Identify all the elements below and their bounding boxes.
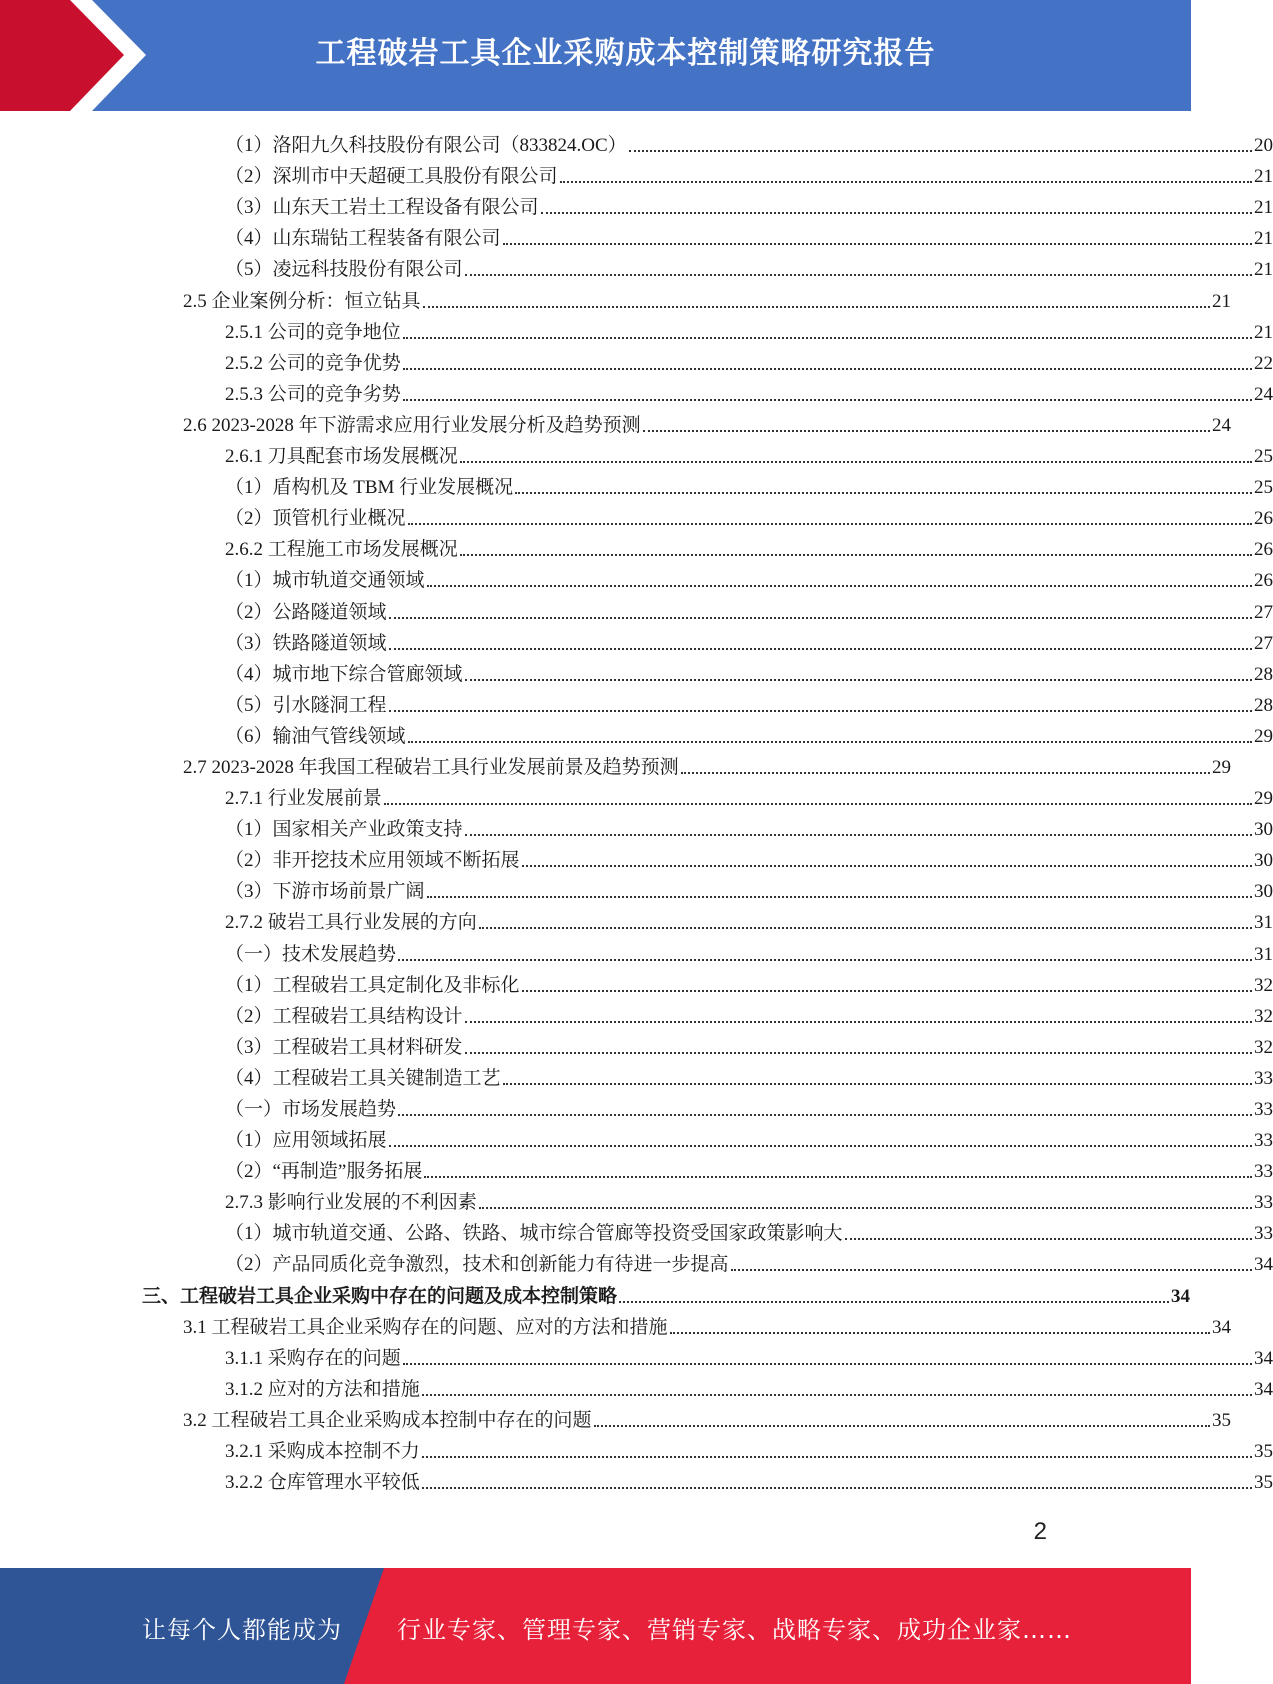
toc-entry[interactable] bbox=[0, 935, 1273, 966]
toc-leader-dots bbox=[681, 772, 1210, 774]
toc-leader-dots bbox=[460, 461, 1252, 463]
toc-leader-dots bbox=[465, 834, 1252, 836]
toc-entry-page: 21 bbox=[1254, 259, 1273, 281]
toc-entry-page: 29 bbox=[1254, 725, 1273, 747]
toc-entry-label: （2）深圳市中天超硬工具股份有限公司 bbox=[225, 166, 558, 188]
toc-entry-page: 32 bbox=[1254, 1005, 1273, 1027]
toc-entry[interactable] bbox=[0, 562, 1273, 593]
toc-entry-page: 35 bbox=[1212, 1409, 1231, 1431]
toc-entry[interactable] bbox=[0, 842, 1273, 873]
toc-leader-dots bbox=[479, 1207, 1252, 1209]
toc-entry-page: 33 bbox=[1254, 1223, 1273, 1245]
toc-entry-page: 32 bbox=[1254, 1036, 1273, 1058]
toc-entry-label: （一）技术发展趋势 bbox=[225, 943, 397, 965]
page-header bbox=[0, 0, 1191, 111]
toc-entry-label: （2）非开挖技术应用领域不断拓展 bbox=[225, 850, 520, 872]
toc-entry[interactable] bbox=[0, 1215, 1273, 1246]
toc-entry[interactable] bbox=[0, 656, 1273, 687]
toc-entry-label: （3）工程破岩工具材料研发 bbox=[225, 1036, 463, 1058]
toc-entry-label: （2）工程破岩工具结构设计 bbox=[225, 1005, 463, 1027]
toc-entry-page: 29 bbox=[1254, 788, 1273, 810]
toc-entry[interactable] bbox=[0, 625, 1273, 656]
toc-entry[interactable] bbox=[0, 904, 1273, 935]
toc-entry-page: 35 bbox=[1254, 1472, 1273, 1494]
toc-entry-page: 27 bbox=[1254, 632, 1273, 654]
toc-entry[interactable] bbox=[0, 1246, 1273, 1277]
toc-leader-dots bbox=[422, 1456, 1252, 1458]
toc-entry-page: 29 bbox=[1212, 756, 1231, 778]
toc-leader-dots bbox=[465, 274, 1252, 276]
toc-entry-label: （1）应用领域拓展 bbox=[225, 1130, 387, 1152]
toc-entry-label: 3.2.2 仓库管理水平较低 bbox=[225, 1472, 420, 1494]
toc-entry-label: （1）国家相关产业政策支持 bbox=[225, 819, 463, 841]
toc-entry-page: 31 bbox=[1254, 912, 1273, 934]
toc-entry-page: 24 bbox=[1212, 414, 1231, 436]
toc-entry[interactable] bbox=[0, 1371, 1273, 1402]
toc-entry-label: （1）洛阳九久科技股份有限公司（833824.OC） bbox=[225, 135, 627, 157]
toc-entry-label: 3.1.2 应对的方法和措施 bbox=[225, 1378, 420, 1400]
toc-entry[interactable] bbox=[0, 687, 1273, 718]
toc-entry[interactable] bbox=[0, 531, 1273, 562]
toc-entry[interactable] bbox=[0, 500, 1273, 531]
toc-entry-page: 26 bbox=[1254, 508, 1273, 530]
toc-entry-page: 33 bbox=[1254, 1192, 1273, 1214]
toc-entry-label: 2.5.3 公司的竞争劣势 bbox=[225, 383, 401, 405]
toc-leader-dots bbox=[398, 959, 1252, 961]
toc-entry-label: 3.1.1 采购存在的问题 bbox=[225, 1347, 401, 1369]
toc-entry[interactable] bbox=[0, 1309, 1231, 1340]
toc-entry-label: 2.6.1 刀具配套市场发展概况 bbox=[225, 446, 458, 468]
toc-entry[interactable] bbox=[0, 1153, 1273, 1184]
table-of-contents bbox=[0, 127, 1273, 1495]
toc-entry[interactable] bbox=[0, 593, 1273, 624]
toc-entry-page: 30 bbox=[1254, 881, 1273, 903]
toc-leader-dots bbox=[629, 150, 1252, 152]
toc-entry[interactable] bbox=[0, 251, 1273, 282]
toc-entry-page: 21 bbox=[1254, 321, 1273, 343]
toc-entry[interactable] bbox=[0, 967, 1273, 998]
toc-entry[interactable] bbox=[0, 1340, 1273, 1371]
toc-entry[interactable] bbox=[0, 1464, 1273, 1495]
toc-entry-label: （5）引水隧洞工程 bbox=[225, 694, 387, 716]
toc-entry[interactable] bbox=[0, 998, 1273, 1029]
toc-entry-label: （2）产品同质化竞争激烈，技术和创新能力有待进一步提高 bbox=[225, 1254, 729, 1276]
toc-entry-page: 28 bbox=[1254, 694, 1273, 716]
toc-entry-page: 21 bbox=[1212, 290, 1231, 312]
toc-leader-dots bbox=[479, 927, 1252, 929]
toc-entry[interactable] bbox=[0, 469, 1273, 500]
toc-entry[interactable] bbox=[0, 1433, 1273, 1464]
toc-entry-page: 20 bbox=[1254, 135, 1273, 157]
toc-leader-dots bbox=[422, 1394, 1252, 1396]
toc-entry-page: 34 bbox=[1212, 1316, 1231, 1338]
toc-entry[interactable] bbox=[0, 1277, 1190, 1308]
toc-leader-dots bbox=[403, 337, 1252, 339]
toc-entry-label: （1）盾构机及 TBM 行业发展概况 bbox=[225, 477, 514, 499]
toc-entry[interactable] bbox=[0, 1029, 1273, 1060]
toc-entry-label: 三、工程破岩工具企业采购中存在的问题及成本控制策略 bbox=[142, 1285, 618, 1307]
page-footer bbox=[0, 1568, 1191, 1684]
toc-entry-page: 27 bbox=[1254, 601, 1273, 623]
toc-entry[interactable] bbox=[0, 407, 1231, 438]
toc-entry[interactable] bbox=[0, 376, 1273, 407]
toc-entry[interactable] bbox=[0, 1122, 1273, 1153]
toc-entry-label: （一）市场发展趋势 bbox=[225, 1099, 397, 1120]
toc-entry[interactable] bbox=[0, 1060, 1273, 1091]
toc-entry-label: （1）城市轨道交通、公路、铁路、城市综合管廊等投资受国家政策影响大 bbox=[225, 1223, 843, 1245]
toc-entry-label: （4）工程破岩工具关键制造工艺 bbox=[225, 1067, 501, 1089]
toc-leader-dots bbox=[541, 212, 1252, 214]
toc-entry-label: （4）山东瑞钻工程装备有限公司 bbox=[225, 228, 501, 250]
toc-entry-page: 30 bbox=[1254, 850, 1273, 872]
toc-entry-label: 3.1 工程破岩工具企业采购存在的问题、应对的方法和措施 bbox=[183, 1316, 668, 1338]
toc-entry-page: 21 bbox=[1254, 228, 1273, 250]
toc-leader-dots bbox=[389, 648, 1252, 650]
toc-entry-page: 30 bbox=[1254, 819, 1273, 841]
toc-entry-page: 25 bbox=[1254, 446, 1273, 468]
toc-entry[interactable] bbox=[0, 873, 1273, 904]
toc-entry-label: 2.7.1 行业发展前景 bbox=[225, 788, 382, 810]
toc-entry[interactable] bbox=[0, 780, 1273, 811]
toc-leader-dots bbox=[384, 803, 1252, 805]
toc-entry[interactable] bbox=[0, 749, 1231, 780]
toc-leader-dots bbox=[398, 1114, 1252, 1116]
toc-leader-dots bbox=[503, 1083, 1252, 1085]
toc-entry-page: 22 bbox=[1254, 352, 1273, 374]
toc-entry-label: 2.7.2 破岩工具行业发展的方向 bbox=[225, 912, 477, 934]
toc-entry-label: （3）铁路隧道领域 bbox=[225, 632, 387, 654]
toc-entry-label: （6）输油气管线领域 bbox=[225, 725, 406, 747]
toc-leader-dots bbox=[670, 1332, 1210, 1334]
toc-entry-page: 26 bbox=[1254, 570, 1273, 592]
toc-entry[interactable] bbox=[0, 1184, 1273, 1215]
toc-entry-label: 3.2.1 采购成本控制不力 bbox=[225, 1441, 420, 1463]
toc-entry[interactable] bbox=[0, 718, 1273, 749]
toc-leader-dots bbox=[503, 243, 1252, 245]
toc-leader-dots bbox=[515, 492, 1252, 494]
toc-entry-page: 33 bbox=[1254, 1161, 1273, 1183]
toc-entry-page: 31 bbox=[1254, 943, 1273, 965]
toc-leader-dots bbox=[424, 1176, 1252, 1178]
toc-leader-dots bbox=[423, 306, 1210, 308]
toc-leader-dots bbox=[619, 1301, 1169, 1303]
toc-entry-page: 34 bbox=[1254, 1254, 1273, 1276]
toc-leader-dots bbox=[465, 1052, 1252, 1054]
toc-entry[interactable] bbox=[0, 158, 1273, 189]
toc-entry-label: （1）工程破岩工具定制化及非标化 bbox=[225, 974, 520, 996]
toc-entry-page: 25 bbox=[1254, 477, 1273, 499]
toc-leader-dots bbox=[845, 1238, 1252, 1240]
toc-leader-dots bbox=[403, 399, 1252, 401]
toc-leader-dots bbox=[403, 368, 1252, 370]
toc-leader-dots bbox=[731, 1269, 1252, 1271]
toc-entry-page: 33 bbox=[1254, 1130, 1273, 1152]
toc-entry-label: 2.7.3 影响行业发展的不利因素 bbox=[225, 1192, 477, 1214]
toc-entry-page: 34 bbox=[1254, 1378, 1273, 1400]
toc-entry-page: 35 bbox=[1254, 1441, 1273, 1463]
footer-slogan-right: 行业专家、管理专家、营销专家、战略专家、成功企业家…… bbox=[397, 1616, 1072, 1644]
toc-entry-page: 21 bbox=[1254, 166, 1273, 188]
toc-entry-page: 26 bbox=[1254, 539, 1273, 561]
toc-leader-dots bbox=[408, 523, 1252, 525]
toc-entry-page: 28 bbox=[1254, 663, 1273, 685]
toc-entry-label: （1）城市轨道交通领域 bbox=[225, 570, 425, 592]
toc-entry-page: 33 bbox=[1254, 1067, 1273, 1089]
toc-leader-dots bbox=[643, 430, 1210, 432]
toc-leader-dots bbox=[389, 710, 1252, 712]
toc-entry-label: 2.6.2 工程施工市场发展概况 bbox=[225, 539, 458, 561]
toc-entry[interactable] bbox=[0, 220, 1273, 251]
toc-leader-dots bbox=[389, 1145, 1252, 1147]
toc-leader-dots bbox=[408, 741, 1252, 743]
toc-entry[interactable] bbox=[0, 811, 1273, 842]
toc-entry-label: （5）凌远科技股份有限公司 bbox=[225, 259, 463, 281]
toc-leader-dots bbox=[522, 865, 1252, 867]
toc-entry[interactable] bbox=[0, 314, 1273, 345]
toc-entry-label: 2.6 2023-2028 年下游需求应用行业发展分析及趋势预测 bbox=[183, 414, 641, 436]
toc-entry-page: 21 bbox=[1254, 197, 1273, 219]
toc-entry-label: 2.5.1 公司的竞争地位 bbox=[225, 321, 401, 343]
toc-entry-label: （2）顶管机行业概况 bbox=[225, 508, 406, 530]
toc-leader-dots bbox=[465, 679, 1252, 681]
toc-leader-dots bbox=[460, 554, 1252, 556]
toc-entry-page: 33 bbox=[1254, 1099, 1273, 1120]
page-number: 2 bbox=[1033, 1518, 1047, 1545]
toc-entry-label: （2）公路隧道领域 bbox=[225, 601, 387, 623]
toc-leader-dots bbox=[403, 1363, 1252, 1365]
toc-entry-label: 3.2 工程破岩工具企业采购成本控制中存在的问题 bbox=[183, 1409, 592, 1431]
toc-entry[interactable] bbox=[0, 282, 1231, 313]
toc-entry[interactable] bbox=[0, 189, 1273, 220]
toc-entry-label: （4）城市地下综合管廊领域 bbox=[225, 663, 463, 685]
toc-leader-dots bbox=[422, 1487, 1252, 1489]
toc-entry-label: 2.7 2023-2028 年我国工程破岩工具行业发展前景及趋势预测 bbox=[183, 756, 679, 778]
toc-entry-label: （3）下游市场前景广阔 bbox=[225, 881, 425, 903]
toc-leader-dots bbox=[389, 617, 1252, 619]
toc-leader-dots bbox=[594, 1425, 1210, 1427]
toc-entry-label: （2）“再制造”服务拓展 bbox=[225, 1161, 423, 1183]
toc-entry-label: 2.5 企业案例分析：恒立钻具 bbox=[183, 290, 421, 312]
toc-entry-page: 32 bbox=[1254, 974, 1273, 996]
toc-leader-dots bbox=[465, 1021, 1252, 1023]
toc-entry-label: 2.5.2 公司的竞争优势 bbox=[225, 352, 401, 374]
toc-entry[interactable] bbox=[0, 438, 1273, 469]
report-title: 工程破岩工具企业采购成本控制策略研究报告 bbox=[315, 36, 936, 71]
toc-leader-dots bbox=[560, 181, 1252, 183]
toc-leader-dots bbox=[427, 585, 1252, 587]
toc-entry-page: 34 bbox=[1254, 1347, 1273, 1369]
toc-entry[interactable] bbox=[0, 1091, 1273, 1122]
toc-entry-label: （3）山东天工岩土工程设备有限公司 bbox=[225, 197, 539, 219]
toc-leader-dots bbox=[427, 896, 1252, 898]
toc-entry-page: 34 bbox=[1171, 1285, 1190, 1307]
toc-entry[interactable] bbox=[0, 127, 1273, 158]
toc-entry-page: 24 bbox=[1254, 383, 1273, 405]
footer-slogan-left: 让每个人都能成为 bbox=[142, 1616, 342, 1644]
toc-leader-dots bbox=[522, 990, 1252, 992]
toc-entry[interactable] bbox=[0, 345, 1273, 376]
toc-entry[interactable] bbox=[0, 1402, 1231, 1433]
